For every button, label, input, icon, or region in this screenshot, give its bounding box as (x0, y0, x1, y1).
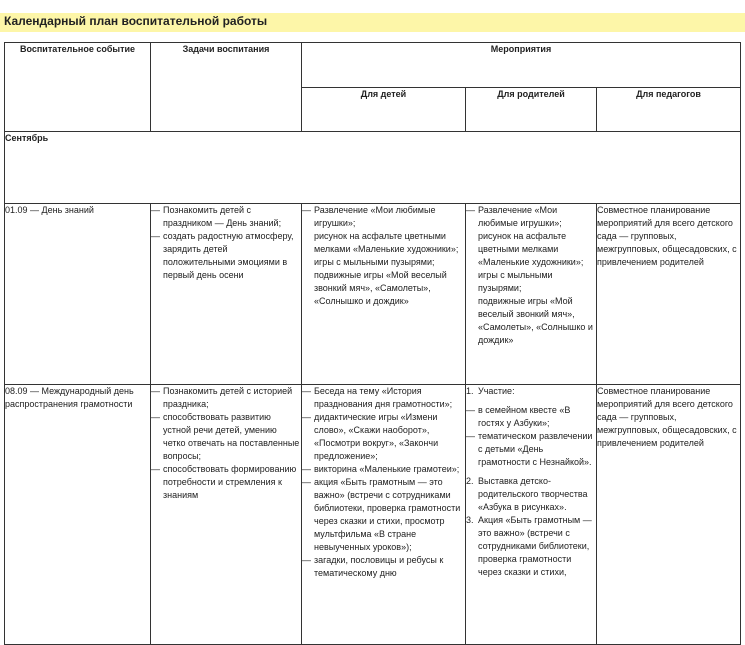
list-number: 1. (466, 386, 474, 396)
header-children: Для детей (302, 88, 466, 132)
table-row (5, 385, 741, 645)
list-item: рисунок на асфальте цветными мелками «Маленькие художники»; (314, 231, 459, 254)
teachers-cell: Совместное планирование мероприятий для всего детского сада — групповых, межгрупповых, общесадовских, с привлечением родителей (597, 204, 741, 385)
list-item: — Познакомить детей с историей праздника; (151, 385, 301, 411)
list-item: игры с мыльными пузырями; (478, 270, 553, 293)
list-item (466, 514, 596, 579)
parents-cell (466, 204, 597, 385)
list-item: — способствовать формированию потребности и стремления к знаниям (151, 463, 301, 502)
list-item: подвижные игры «Мой веселый звонкий мяч», «Самолеты», «Солнышко и дождик» (314, 270, 447, 306)
list-item: — способствовать развитию устной речи детей, умению четко отвечать на поставленные вопросы; (151, 411, 301, 463)
month-label: Сентябрь (5, 132, 741, 204)
header-tasks: Задачи воспитания (151, 43, 302, 132)
list-item (466, 385, 596, 398)
page-title: Календарный план воспитательной работы (4, 14, 268, 28)
children-cell (302, 385, 466, 645)
list-item (466, 475, 596, 514)
list-item: — тематическом развлечении с детьми «День грамотности с Незнайкой». (466, 430, 596, 469)
header-activities: Мероприятия (302, 43, 741, 88)
list-item: — Развлечение «Мои любимые игрушки»; (302, 204, 465, 230)
list-item-text: Акция «Быть грамотным — это важно» (встречи с сотрудниками библиотеки, проверка грамотности через сказки и стихи, (478, 515, 592, 577)
list-item: — Беседа на тему «История празднования дня грамотности»; (302, 385, 465, 411)
header-parents: Для родителей (466, 88, 597, 132)
plan-table (4, 42, 741, 645)
children-cell (302, 204, 466, 385)
list-item: подвижные игры «Мой веселый звонкий мяч», «Самолеты», «Солнышко и дождик» (478, 296, 593, 345)
header-teachers: Для педагогов (597, 88, 741, 132)
parents-cell (466, 385, 597, 645)
list-item: — загадки, пословицы и ребусы к тематическому дню (302, 554, 465, 580)
list-number: 2. (466, 476, 474, 486)
list-item: — Развлечение «Мои любимые игрушки»; (466, 204, 596, 230)
list-item: игры с мыльными пузырями; (314, 257, 435, 267)
title-bar (0, 13, 745, 32)
list-number: 3. (466, 515, 474, 525)
tasks-cell (151, 385, 302, 645)
list-item: — создать радостную атмосферу, зарядить детей положительными эмоциями в первый день осени (151, 230, 301, 282)
list-item: — акция «Быть грамотным — это важно» (встречи с сотрудниками библиотеки, проверка грамотности через сказки и стихи, просмотр мультфильма «В стране невыученных уроков»); (302, 476, 465, 554)
list-item: — дидактические игры «Измени слово», «Скажи наоборот», «Посмотри вокруг», «Закончи предложение»; (302, 411, 465, 463)
list-item: — викторина «Маленькие грамотеи»; (302, 463, 465, 476)
month-row (5, 132, 741, 204)
table-row (5, 204, 741, 385)
list-item: рисунок на асфальте цветными мелками «Маленькие художники»; (478, 231, 584, 267)
tasks-cell (151, 204, 302, 385)
event-cell: 08.09 — Международный день распространения грамотности (5, 385, 151, 645)
header-row (5, 43, 741, 88)
list-item: — Познакомить детей с праздником — День знаний; (151, 204, 301, 230)
teachers-cell: Совместное планирование мероприятий для всего детского сада — групповых, межгрупповых, общесадовских, с привлечением родителей (597, 385, 741, 645)
list-item-text: Выставка детско-родительского творчества «Азбука в рисунках». (478, 476, 588, 512)
list-item-text: Участие: (478, 386, 515, 396)
header-event: Воспитательное событие (5, 43, 151, 132)
event-cell: 01.09 — День знаний (5, 204, 151, 385)
list-item: — в семейном квесте «В гостях у Азбуки»; (466, 404, 596, 430)
